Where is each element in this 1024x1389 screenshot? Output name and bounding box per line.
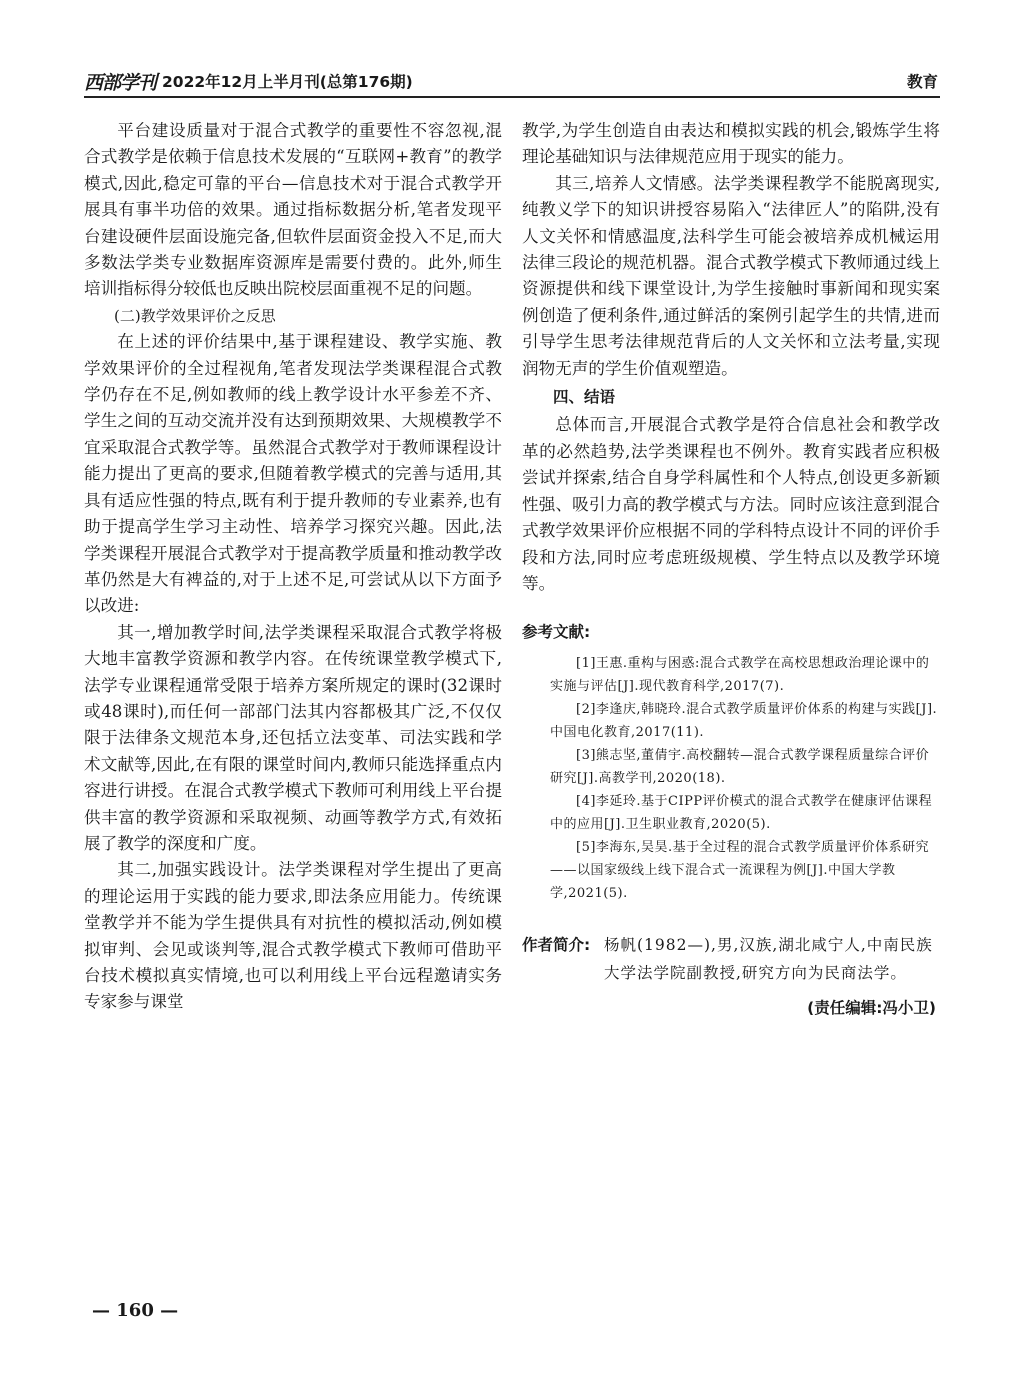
author-label: 作者简介: [522, 935, 591, 954]
section-heading: 四、结语 [553, 388, 616, 407]
page-number: — 160 — [92, 1300, 179, 1321]
paragraph: 教学,为学生创造自由表达和模拟实践的机会,锻炼学生将理论基础知识与法律规范应用于现实的能力。 [522, 121, 940, 167]
reference-item: [1]王惠.重构与困惑:混合式教学在高校思想政治理论课中的实施与评估[J].现代教育科学,2017(7). [550, 655, 930, 694]
reference-item: [2]李逢庆,韩晓玲.混合式教学质量评价体系的构建与实践[J].中国电化教育,2017(11). [550, 701, 938, 740]
paragraph: 平台建设质量对于混合式教学的重要性不容忽视,混合式教学是依赖于信息技术发展的“互联网+教育”的教学模式,因此,稳定可靠的平台—信息技术对于混合式教学开展具有事半功倍的效果。通过指标数据分析,笔者发现平台建设硬件层面设施完备,但软件层面资金投入不足,而大多数法学类专业数据库资源库是需要付费的。此外,师生培训指标得分较低也反映出院校层面重视不足的问题。 [84, 121, 502, 299]
paragraph: 其三,培养人文情感。法学类课程教学不能脱离现实,纯教义学下的知识讲授容易陷入“法律匠人”的陷阱,没有人文关怀和情感温度,法科学生可能会被培养成机械运用法律三段论的规范机器。混合式教学模式下教师通过线上资源提供和线下课堂设计,为学生接触时事新闻和现实案例创造了便利条件,通过鲜活的案例引起学生的共情,进而引导学生思考法律规范背后的人文关怀和立法考量,实现润物无声的学生价值观塑造。 [522, 173, 940, 378]
subheading: (二)教学效果评价之反思 [114, 306, 276, 325]
left-column [84, 118, 502, 1016]
author-bio [522, 931, 940, 987]
section-name: 教育 [906, 73, 938, 91]
reference-item: [5]李海东,吴昊.基于全过程的混合式教学质量评价体系研究——以国家级线上线下混合式一流课程为例[J].中国大学教学,2021(5). [550, 839, 930, 901]
running-header [84, 66, 940, 98]
author-text: 杨帆(1982—),男,汉族,湖北咸宁人,中南民族大学法学院副教授,研究方向为民商法学。 [604, 935, 933, 982]
paragraph: 总体而言,开展混合式教学是符合信息社会和教学改革的必然趋势,法学类课程也不例外。教育实践者应积极尝试并探索,结合自身学科属性和个人特点,创设更多新颖性强、吸引力高的教学模式与方法。同时应该注意到混合式教学效果评价应根据不同的学科特点设计不同的评价手段和方法,同时应考虑班级规模、学生特点以及教学环境等。 [522, 415, 940, 593]
issue-info: 2022年12月上半月刊(总第176期) [162, 73, 413, 91]
right-column [522, 118, 940, 1021]
paragraph: 其一,增加教学时间,法学类课程采取混合式教学将极大地丰富教学资源和教学内容。在传统课堂教学模式下,法学专业课程通常受限于培养方案所规定的课时(32课时或48课时),而任何一部部门法其内容都极其广泛,不仅仅限于法律条文规范本身,还包括立法变革、司法实践和学术文献等,因此,在有限的课堂时间内,教师只能选择重点内容进行讲授。在混合式教学模式下教师可利用线上平台提供丰富的教学资源和采取视频、动画等教学方式,有效拓展了教学的深度和广度。 [84, 622, 502, 853]
journal-logo: 西部学刊 [84, 72, 157, 94]
references-list [522, 652, 940, 905]
paragraph: 在上述的评价结果中,基于课程建设、教学实施、教学效果评价的全过程视角,笔者发现法学类课程混合式教学仍存在不足,例如教师的线上教学设计水平参差不齐、学生之间的互动交流并没有达到预期效果、大规模教学不宜采取混合式教学等。虽然混合式教学对于教师课程设计能力提出了更高的要求,但随着教学模式的完善与适用,其具有适应性强的特点,既有利于提升教师的专业素养,也有助于提高学生学习主动性、培养学习探究兴趣。因此,法学类课程开展混合式教学对于提高教学质量和推动教学改革仍然是大有裨益的,对于上述不足,可尝试从以下方面予以改进: [84, 332, 502, 616]
responsible-editor: (责任编辑:冯小卫) [807, 998, 936, 1017]
reference-item: [3]熊志坚,董倩宇.高校翻转—混合式教学课程质量综合评价研究[J].高教学刊,2020(18). [550, 747, 930, 786]
paragraph: 其二,加强实践设计。法学类课程对学生提出了更高的理论运用于实践的能力要求,即法条应用能力。传统课堂教学并不能为学生提供具有对抗性的模拟活动,例如模拟审判、会见或谈判等,混合式教学模式下教师可借助平台技术模拟真实情境,也可以利用线上平台远程邀请实务专家参与课堂 [84, 860, 502, 1012]
reference-item: [4]李延玲.基于CIPP评价模式的混合式教学在健康评估课程中的应用[J].卫生职业教育,2020(5). [550, 793, 933, 832]
references-title: 参考文献: [522, 623, 591, 642]
